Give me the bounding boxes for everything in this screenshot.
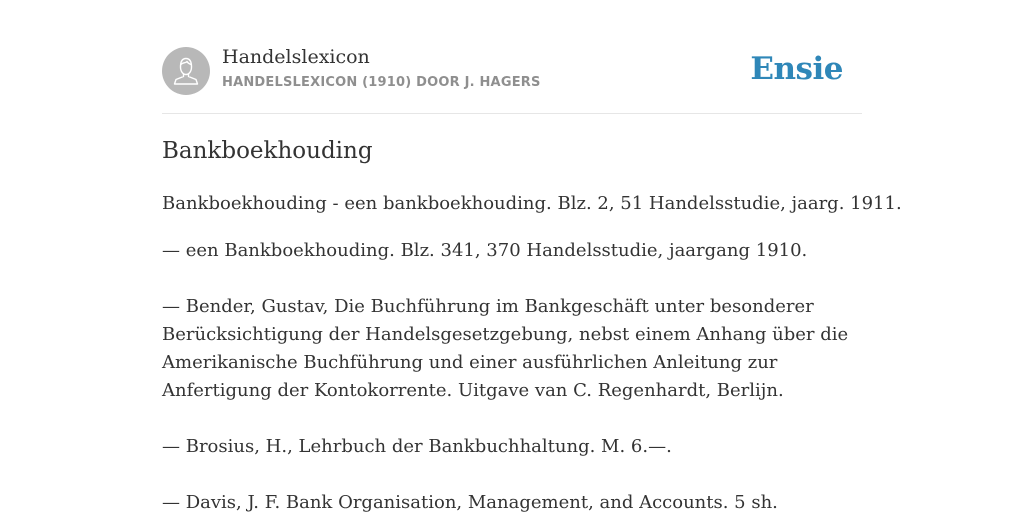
article-body bbox=[162, 190, 902, 512]
ensie-logo[interactable]: Ensie bbox=[750, 51, 843, 87]
user-icon bbox=[162, 47, 210, 95]
article-entry: — Bender, Gustav, Die Buchführung im Bankgeschäft unter besonderer Berücksichtigung der Handelsgesetzgebung, nebst einem Anhang über die Amerikanische Buchführung und einer ausführlichen Anleitung zur Anfertigung der Kontokorrente. Uitgave van C. Regenhardt, Berlijn. bbox=[162, 296, 849, 401]
source-title[interactable]: Handelslexicon bbox=[222, 46, 370, 68]
source-header bbox=[162, 0, 862, 114]
article-entry: — Davis, J. F. Bank Organisation, Management, and Accounts. 5 sh. bbox=[162, 492, 778, 512]
article-title: Bankboekhouding bbox=[162, 138, 373, 164]
content-container bbox=[162, 0, 902, 512]
source-subtitle[interactable]: HANDELSLEXICON (1910) DOOR J. HAGERS bbox=[222, 75, 541, 90]
article-lead: Bankboekhouding - een bankboekhouding. Blz. 2, 51 Handelsstudie, jaarg. 1911. bbox=[162, 193, 902, 214]
source-avatar[interactable] bbox=[162, 47, 210, 95]
article-entry: — Brosius, H., Lehrbuch der Bankbuchhaltung. M. 6.—. bbox=[162, 436, 672, 457]
article-entry: — een Bankboekhouding. Blz. 341, 370 Handelsstudie, jaargang 1910. bbox=[162, 240, 808, 261]
